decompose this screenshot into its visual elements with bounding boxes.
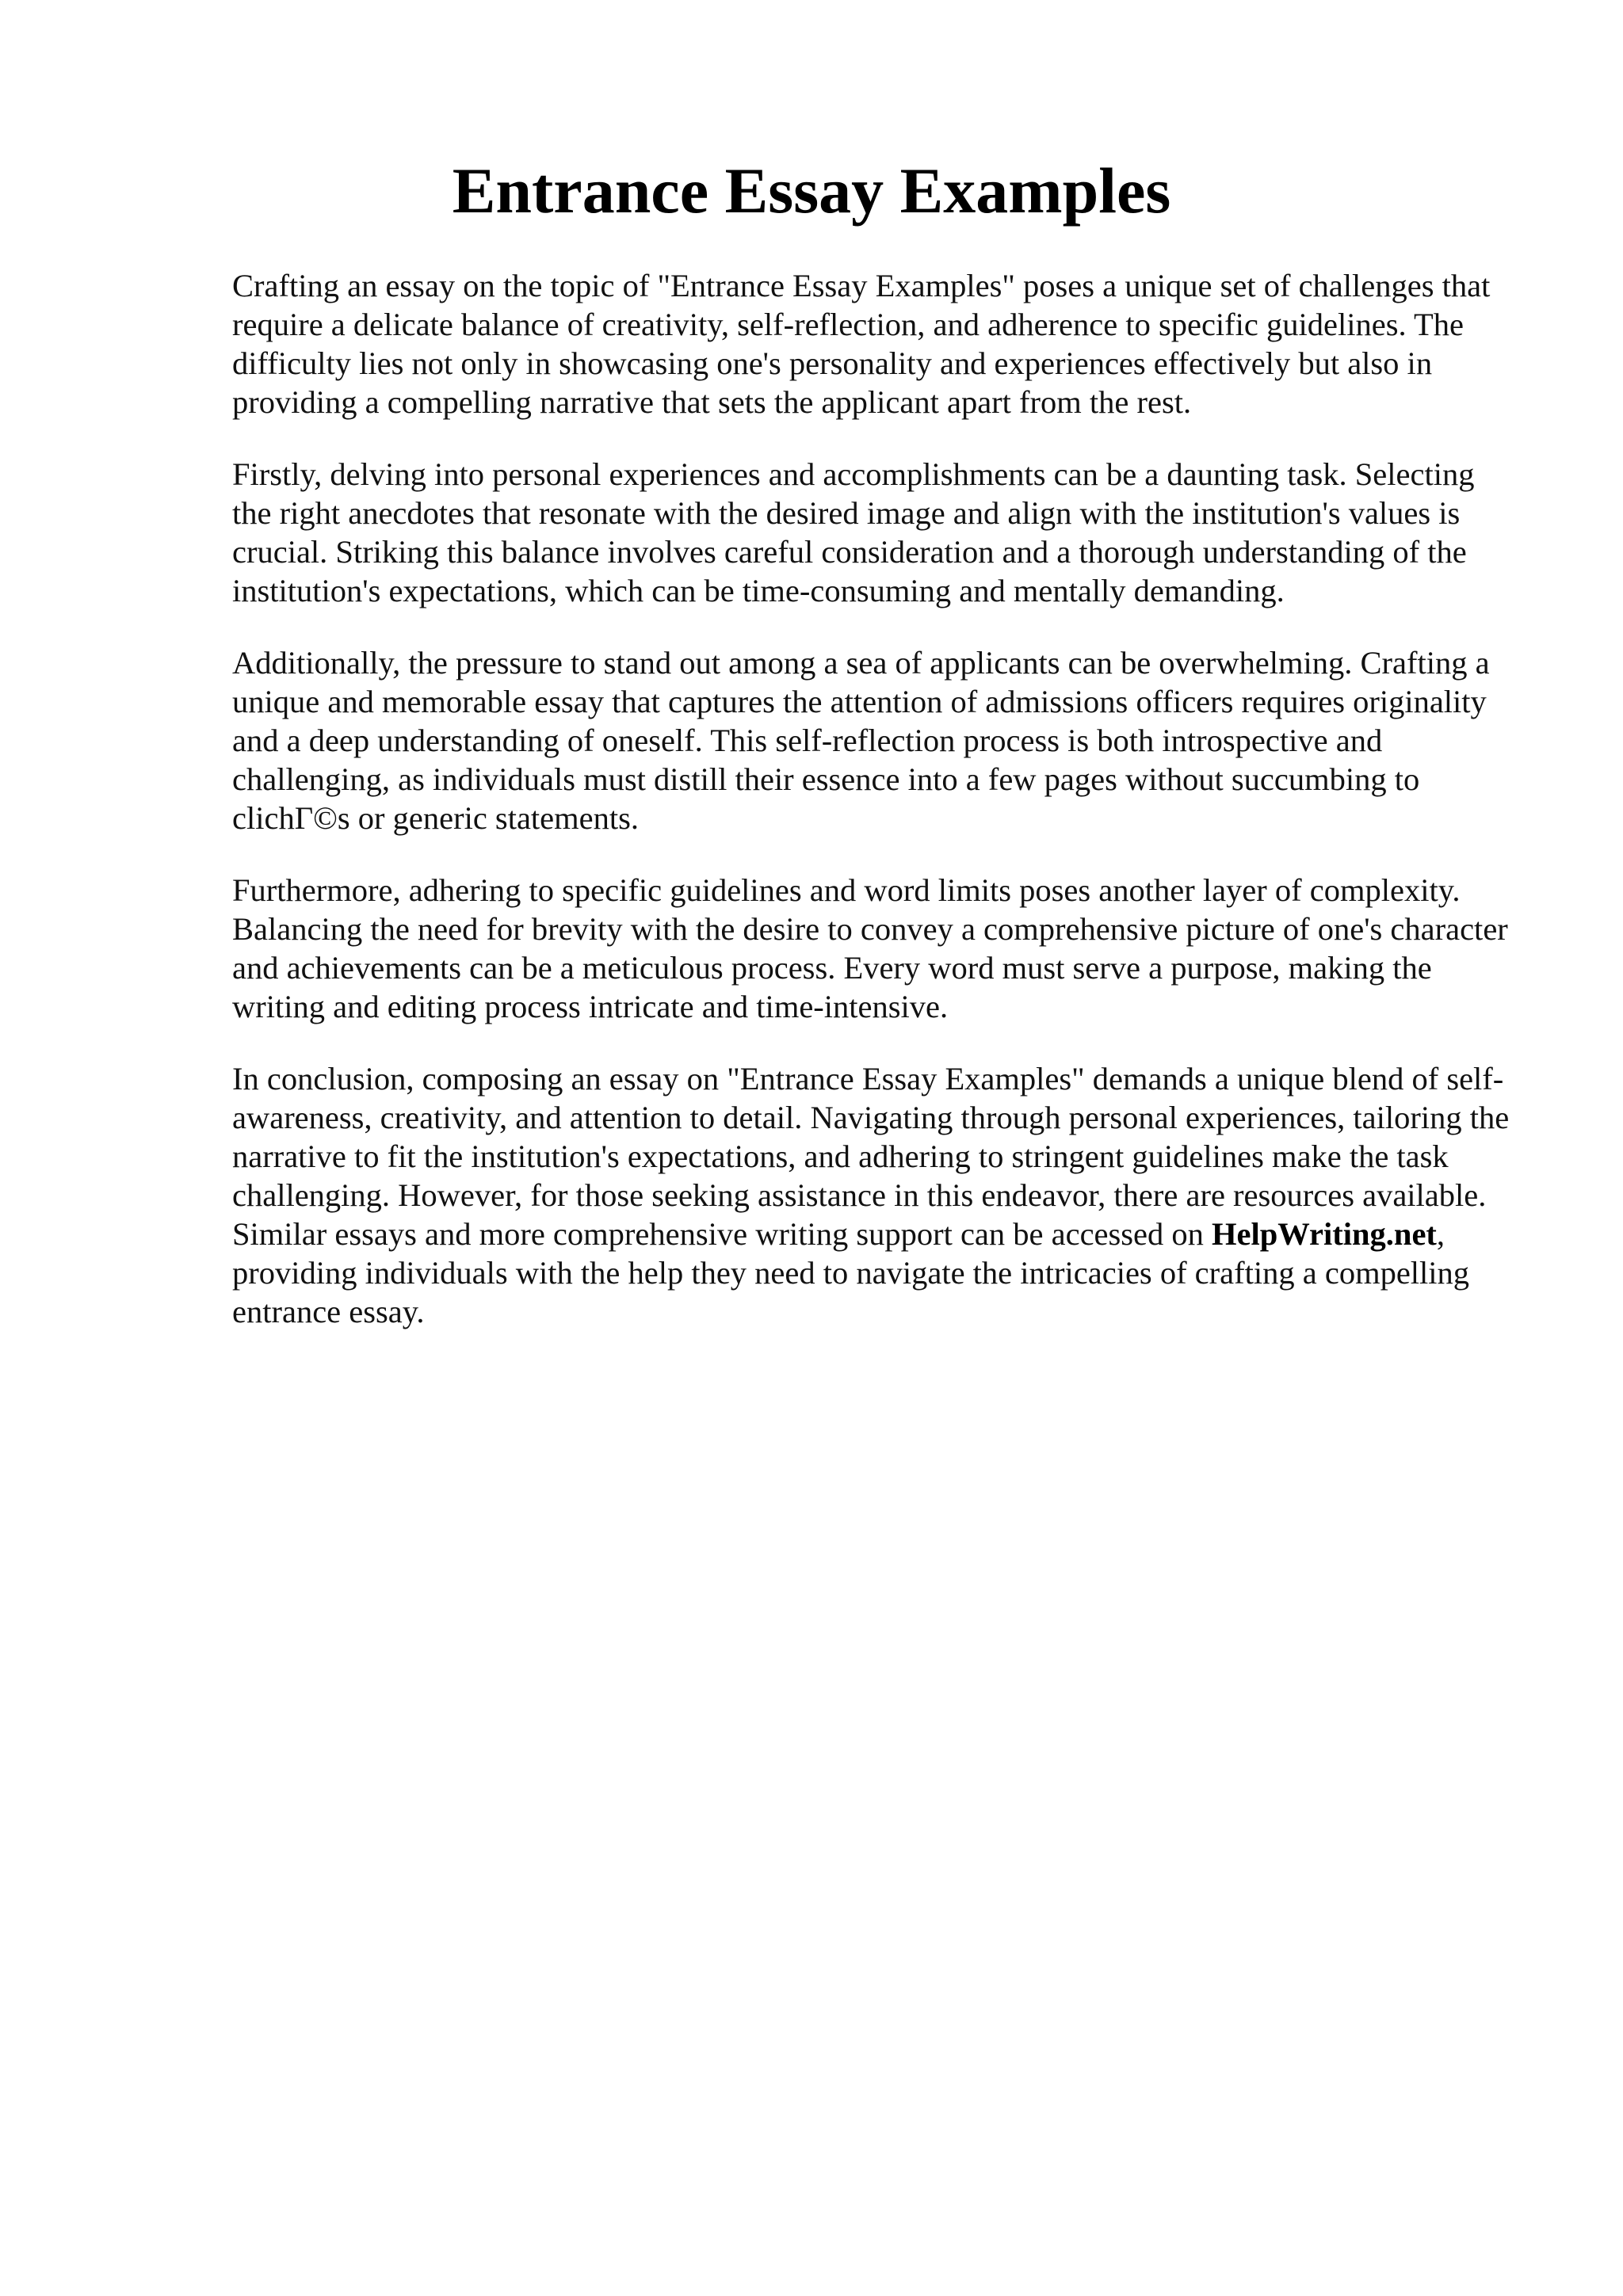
page-title: Entrance Essay Examples <box>452 154 1171 227</box>
paragraph-intro: Crafting an essay on the topic of "Entrance Essay Examples" poses a unique set of challenges that require a delicate balance of creativity, self-reflection, and adherence to specific guidelines. The difficulty lies not only in showcasing one's personality and experiences effectively but also in providing a compelling narrative that sets the applicant apart from the rest. <box>232 268 1491 420</box>
paragraph-conclusion <box>232 1059 1516 1331</box>
paragraph-experiences: Firstly, delving into personal experiences and accomplishments can be a daunting task. Selecting the right anecdotes that resonate with the desired image and align with the institution's values is crucial. Striking this balance involves careful consideration and a thorough understanding of the institution's expectations, which can be time-consuming and mentally demanding. <box>232 456 1475 608</box>
conclusion-text: In conclusion, composing an essay on "Entrance Essay Examples" demands a unique blend of self-awareness, creativity, and attention to detail. Navigating through personal experiences, tailoring the narrative to fit the institution's expectations, and adhering to stringent guidelines make the task challenging. However, for those seeking assistance in this endeavor, there are resources available. Similar essays and more comprehensive writing support can be accessed on <box>232 1061 1510 1252</box>
essay-body <box>232 266 1516 1364</box>
paragraph-pressure: Additionally, the pressure to stand out among a sea of applicants can be overwhelming. Crafting a unique and memorable essay that captures the attention of admissions officers requires originality and a deep understanding of oneself. This self-reflection process is both introspective and challenging, as individuals must distill their essence into a few pages without succumbing to clichΓ©s or generic statements. <box>232 645 1490 836</box>
helpwriting-link-text: HelpWriting.net <box>1212 1216 1437 1252</box>
conclusion-text-end: , providing individuals with the help they need to navigate the intricacies of crafting a compelling entrance essay. <box>232 1216 1470 1329</box>
paragraph-guidelines: Furthermore, adhering to specific guidelines and word limits poses another layer of complexity. Balancing the need for brevity with the desire to convey a comprehensive picture of one's character and achievements can be a meticulous process. Every word must serve a purpose, making the writing and editing process intricate and time-intensive. <box>232 872 1508 1024</box>
